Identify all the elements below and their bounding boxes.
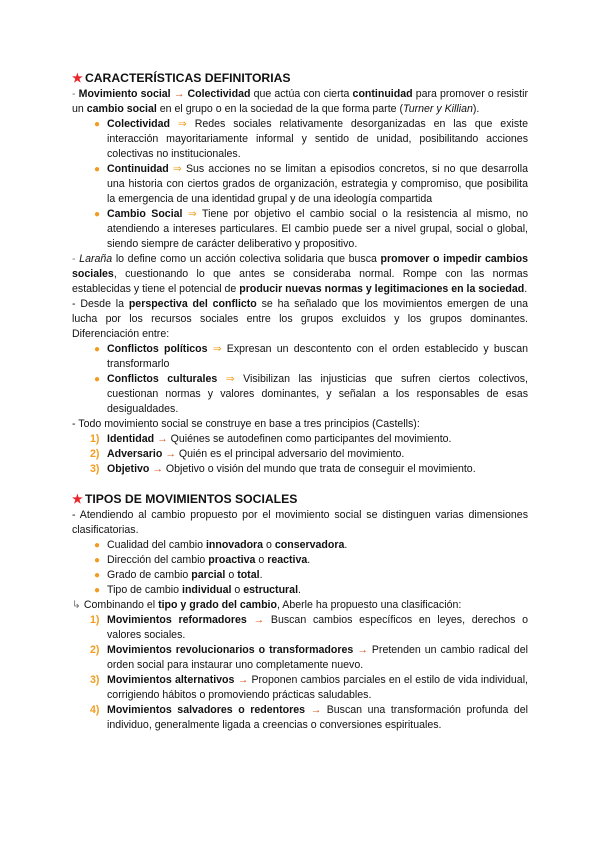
double-arrow-icon: ⇒	[177, 118, 187, 130]
bullet-icon: ●	[94, 164, 101, 175]
list-item: 2) Adversario → Quién es el principal adversario del movimiento.	[90, 448, 405, 460]
list-item: 1) Identidad → Quiénes se autodefinen como participantes del movimiento.	[90, 433, 452, 445]
characteristics-list	[72, 117, 528, 252]
list-item: ● Tipo de cambio individual o estructural.	[94, 584, 301, 596]
conflict-paragraph: - Desde la perspectiva del conflicto se ha señalado que los movimientos emergen de una lucha por los recursos sociales entre los grupos excluidos y los grupos dominantes. Diferenciación entre:	[72, 298, 528, 340]
bullet-icon: ●	[94, 374, 101, 385]
double-arrow-icon: ⇒	[225, 373, 235, 385]
conflict-list	[72, 342, 528, 417]
double-arrow-icon: ⇒	[212, 343, 222, 355]
bullet-icon: ●	[94, 119, 101, 130]
list-item: 4) Movimientos salvadores o redentores → Buscan una transformación profunda del individuo, generalmente ligada a creencias o conversiones espirituales.	[90, 704, 528, 731]
return-arrow-icon: ↳	[72, 599, 81, 611]
list-item: 3) Movimientos alternativos → Proponen cambios parciales en el estilo de vida individual, corrigiendo hábitos o promoviendo prácticas saludables.	[90, 674, 528, 701]
list-item: 3) Objetivo → Objetivo o visión del mundo que trata de conseguir el movimiento.	[90, 463, 476, 475]
list-item: ● Dirección del cambio proactiva o reactiva.	[94, 554, 311, 566]
castells-paragraph: - Todo movimiento social se construye en base a tres principios (Castells):	[72, 418, 420, 430]
arrow-icon: →	[310, 704, 322, 716]
bullet-icon: ●	[94, 209, 101, 220]
bullet-icon: ●	[94, 540, 101, 551]
double-arrow-icon: ⇒	[172, 163, 182, 175]
arrow-icon: →	[237, 674, 249, 686]
list-item: 1) Movimientos reformadores → Buscan cambios específicos en leyes, derechos o valores sociales.	[90, 614, 528, 641]
list-item: ● Conflictos culturales ⇒ Visibilizan las injusticias que sufren ciertos colectivos, cuestionan normas y valores dominantes, y señalan a los responsables de esas desigualdades.	[94, 373, 529, 415]
arrow-icon: →	[157, 433, 168, 445]
dimensions-list	[72, 538, 528, 598]
principles-list	[72, 432, 528, 477]
arrow-icon: →	[152, 463, 163, 475]
list-item: ● Continuidad ⇒ Sus acciones no se limitan a episodios concretos, si no que desarrolla una historia con ciertos grados de organización, estrategia y compromiso, que posibilita la emergencia de una identidad grupal y de una ideología compartida	[94, 163, 528, 205]
star-icon: ★	[72, 492, 83, 506]
arrow-icon: →	[253, 614, 265, 626]
bullet-icon: ●	[94, 555, 101, 566]
document-page	[72, 70, 528, 733]
section-title: CARACTERÍSTICAS DEFINITORIAS	[84, 71, 291, 85]
bullet-icon: ●	[94, 585, 101, 596]
star-icon: ★	[72, 71, 83, 85]
list-item: ● Conflictos políticos ⇒ Expresan un descontento con el orden establecido y buscan transformarlo	[94, 343, 528, 370]
arrow-icon: →	[173, 88, 185, 100]
list-item: ● Grado de cambio parcial o total.	[94, 569, 263, 581]
bullet-icon: ●	[94, 344, 101, 355]
aberle-paragraph: ↳ Combinando el tipo y grado del cambio, Aberle ha propuesto una clasificación:	[72, 599, 462, 611]
section-heading	[72, 491, 528, 507]
list-item: ● Cualidad del cambio innovadora o conservadora.	[94, 539, 348, 551]
definition-paragraph: - Movimiento social → Colectividad que actúa con cierta continuidad para promover o resistir un cambio social en el grupo o en la sociedad de la que forma parte (Turner y Killian).	[72, 88, 529, 115]
section-heading	[72, 70, 528, 86]
arrow-icon: →	[165, 448, 176, 460]
section-title: TIPOS DE MOVIMIENTOS SOCIALES	[84, 492, 298, 506]
double-arrow-icon: ⇒	[187, 208, 197, 220]
list-item: 2) Movimientos revolucionarios o transformadores → Pretenden un cambio radical del orden social para instaurar uno completamente nuevo.	[90, 644, 528, 671]
list-item: ● Cambio Social ⇒ Tiene por objetivo el cambio social o la resistencia al mismo, no atendiendo a intereses particulares. El cambio puede ser a nivel grupal, social o global, siendo siempre de carácter deliberativo y propositivo.	[94, 208, 528, 250]
larana-paragraph: - Laraña lo define como un acción colectiva solidaria que busca promover o impedir cambios sociales, cuestionando lo que antes se consideraba normal. Rompe con las normas establecidas y tiene el potencial de producir nuevas normas y legitimaciones en la sociedad.	[72, 253, 528, 295]
types-list	[72, 613, 528, 733]
arrow-icon: →	[357, 644, 368, 656]
types-intro: - Atendiendo al cambio propuesto por el movimiento social se distinguen varias dimensiones clasificatorias.	[72, 509, 528, 536]
bullet-icon: ●	[94, 570, 101, 581]
list-item: ● Colectividad ⇒ Redes sociales relativamente desorganizadas en las que existe interacción mayoritariamente informal y sentido de unidad, posibilitando acciones colectivas no institucionales.	[94, 118, 528, 160]
